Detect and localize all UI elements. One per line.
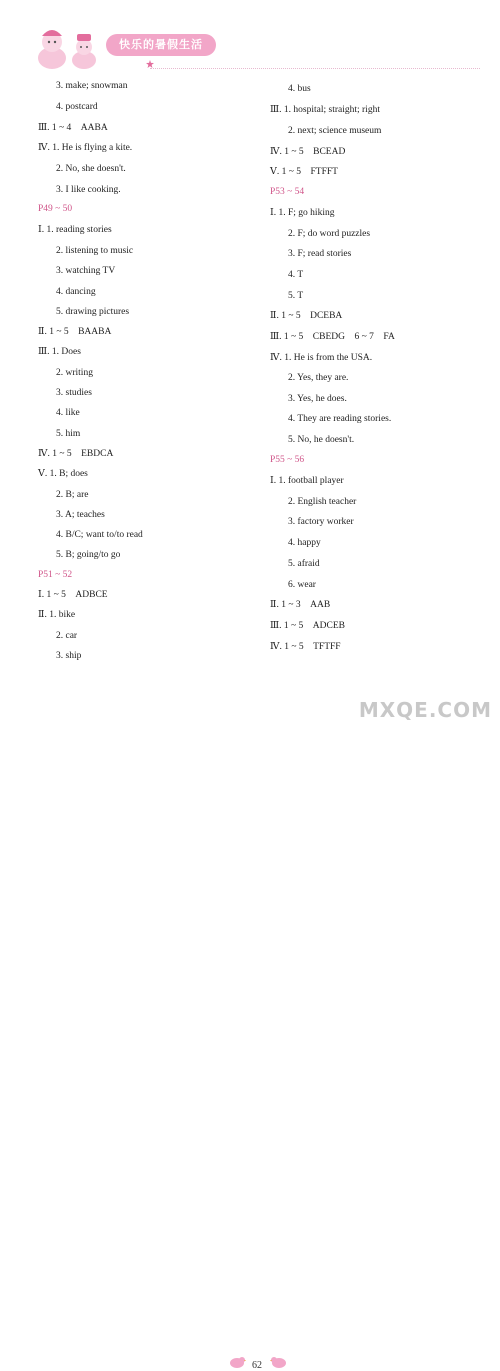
answer-line: 2. Yes, they are. [288, 373, 349, 383]
answer-line: 4. B/C; want to/to read [56, 530, 143, 540]
answer-line: 5. B; going/to go [56, 550, 121, 560]
answer-line: 3. make; snowman [56, 81, 128, 91]
answer-line: 2. F; do word puzzles [288, 229, 371, 239]
header-divider [150, 68, 480, 69]
page-number: 62 [252, 1360, 262, 1371]
answer-line: Ⅴ. 1. B; does [38, 469, 88, 479]
answer-line: Ⅰ. 1. F; go hiking [270, 208, 335, 218]
answer-line: Ⅰ. 1 ~ 5 ADBCE [38, 590, 108, 600]
answer-line: Ⅲ. 1. Does [38, 347, 81, 357]
page-footer [0, 678, 500, 1371]
answer-line: 6. wear [288, 580, 316, 590]
bird-left-icon [228, 1355, 246, 1369]
answer-line: 4. dancing [56, 287, 96, 297]
answer-line: 3. studies [56, 388, 92, 398]
answer-line: 4. T [288, 270, 304, 280]
answer-line: 2. No, she doesn't. [56, 164, 126, 174]
answer-line: Ⅲ. 1. hospital; straight; right [270, 105, 380, 115]
answer-line: Ⅰ. 1. football player [270, 476, 344, 486]
answer-line: 3. factory worker [288, 517, 354, 527]
answer-line: Ⅱ. 1 ~ 5 DCEBA [270, 311, 343, 321]
answer-line: Ⅴ. 1 ~ 5 FTFFT [270, 167, 338, 177]
answer-line: 3. watching TV [56, 266, 116, 276]
bird-right-icon [270, 1355, 288, 1369]
answer-line: 3. ship [56, 651, 82, 661]
answer-line: Ⅳ. 1. He is from the USA. [270, 353, 373, 363]
answer-line: 5. drawing pictures [56, 307, 130, 317]
section-heading: P49 ~ 50 [38, 204, 73, 214]
section-heading: P51 ~ 52 [38, 570, 73, 580]
answer-line: 4. happy [288, 538, 321, 548]
answer-line: 4. They are reading stories. [288, 414, 392, 424]
watermark: MXQE.COM [358, 698, 492, 722]
answer-line: 2. next; science museum [288, 126, 382, 136]
answer-line: 5. afraid [288, 559, 320, 569]
answer-line: Ⅳ. 1. He is flying a kite. [38, 143, 133, 153]
header-title: 快乐的暑假生活 [106, 34, 216, 56]
answer-line: 3. A; teaches [56, 510, 105, 520]
answer-line: 3. Yes, he does. [288, 394, 347, 404]
answer-line: Ⅱ. 1 ~ 5 BAABA [38, 327, 112, 337]
answer-line: Ⅱ. 1 ~ 3 AAB [270, 600, 331, 610]
answer-line: 2. listening to music [56, 246, 134, 256]
answer-line: 3. I like cooking. [56, 185, 121, 195]
answer-line: Ⅲ. 1 ~ 5 ADCEB [270, 621, 345, 631]
answer-line: Ⅳ. 1 ~ 5 TFTFF [270, 642, 341, 652]
section-heading: P55 ~ 56 [270, 455, 305, 465]
answer-line: 5. him [56, 429, 81, 439]
answer-line: Ⅲ. 1 ~ 4 AABA [38, 123, 108, 133]
answer-line: 3. F; read stories [288, 249, 352, 259]
answer-line: 4. bus [288, 84, 311, 94]
answer-line: 4. like [56, 408, 80, 418]
answer-line: Ⅲ. 1 ~ 5 CBEDG 6 ~ 7 FA [270, 332, 395, 342]
answer-line: Ⅰ. 1. reading stories [38, 225, 112, 235]
answer-line: 5. No, he doesn't. [288, 435, 355, 445]
answer-line: 5. T [288, 291, 304, 301]
answer-line: Ⅳ. 1 ~ 5 EBDCA [38, 449, 114, 459]
answer-line: 4. postcard [56, 102, 98, 112]
page-header [0, 0, 500, 80]
answer-line: Ⅳ. 1 ~ 5 BCEAD [270, 147, 346, 157]
star-icon [146, 60, 154, 68]
snowman-decoration-icon [28, 24, 108, 70]
answer-line: 2. English teacher [288, 497, 357, 507]
answer-line: 2. car [56, 631, 78, 641]
answer-line: 2. B; are [56, 490, 89, 500]
answer-line: 2. writing [56, 368, 93, 378]
answer-line: Ⅱ. 1. bike [38, 610, 76, 620]
section-heading: P53 ~ 54 [270, 187, 305, 197]
